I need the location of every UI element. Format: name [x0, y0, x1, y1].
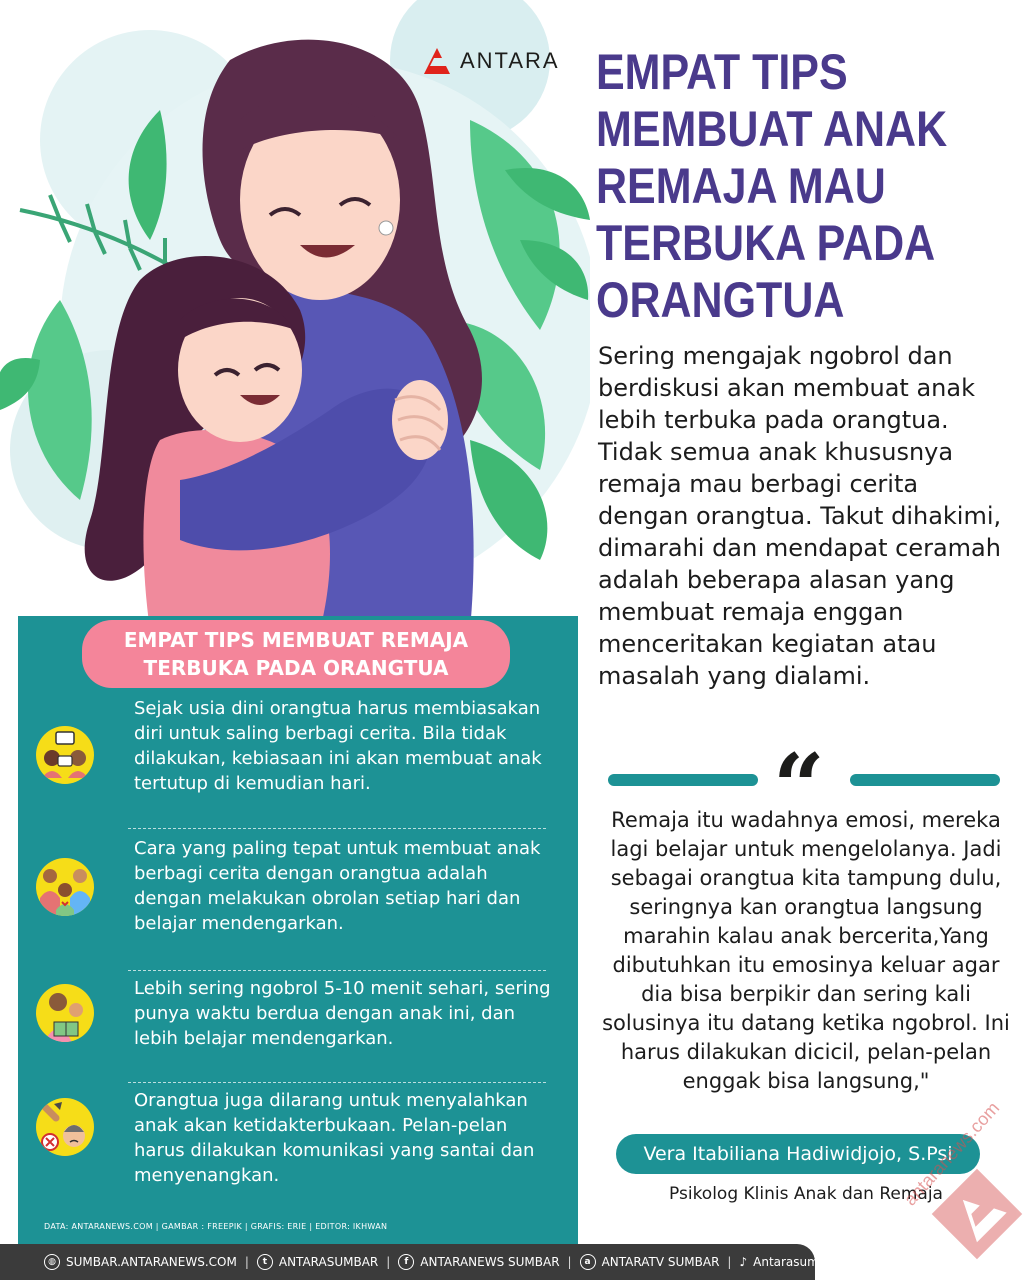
- globe-icon: ◍: [44, 1254, 60, 1270]
- social-footer: [0, 1244, 839, 1280]
- tips-title-line-1: EMPAT TIPS MEMBUAT REMAJA: [123, 628, 469, 652]
- antaratv-icon: a: [580, 1254, 596, 1270]
- speaker-name-badge: Vera Itabiliana Hadiwidjojo, S.Psi: [616, 1134, 980, 1174]
- quote-divider-left: [608, 774, 758, 786]
- no-blame-icon: [36, 1098, 94, 1156]
- footer-tiktok[interactable]: Antarasumbar: [753, 1255, 839, 1269]
- tip-text: Lebih sering ngobrol 5-10 menit sehari, sering punya waktu berdua dengan anak ini, dan lebih belajar mendengarkan.: [134, 978, 551, 1049]
- footer-separator: |: [727, 1255, 732, 1269]
- watermark-text: antaranews.com: [900, 1097, 1004, 1210]
- expert-quote: Remaja itu wadahnya emosi, mereka lagi belajar untuk mengelolanya. Jadi sebagai orangtua kita tampung dulu, seringnya kan orangtua langsung marahin kalau anak bercerita,Yang dibutuhkan itu emosinya keluar agar dia bisa berpikir dan sering kali solusinya itu datang ketika ngobrol. Ini harus dilakukan dicicil, pelan-pelan enggak bisa langsung,": [602, 808, 1010, 1093]
- quote-divider-right: [850, 774, 1000, 786]
- mother-daughter-hug-illustration: [0, 0, 590, 630]
- tips-panel-title: [82, 620, 510, 688]
- tips-panel: [18, 616, 578, 1244]
- footer-separator: |: [244, 1255, 249, 1269]
- tip-divider: [128, 1082, 546, 1083]
- antaranews-watermark-logo: [896, 1150, 1024, 1278]
- parent-child-reading-icon: [36, 984, 94, 1042]
- footer-twitter[interactable]: ANTARASUMBAR: [278, 1255, 379, 1269]
- brand-name: ANTARA: [460, 48, 560, 73]
- footer-separator: |: [567, 1255, 572, 1269]
- family-chat-icon: [36, 726, 94, 784]
- facebook-icon: f: [398, 1254, 414, 1270]
- tip-divider: [128, 828, 546, 829]
- antara-logo: [420, 44, 560, 78]
- footer-links: [44, 1244, 839, 1280]
- family-group-icon: [36, 858, 94, 916]
- tip-divider: [128, 970, 546, 971]
- antara-logo-mark-icon: [420, 44, 454, 78]
- page-title: EMPAT TIPS MEMBUAT ANAK REMAJA MAU TERBUKA PADA ORANGTUA: [596, 44, 948, 328]
- tiktok-icon: ♪: [739, 1255, 748, 1269]
- tip-text: Orangtua juga dilarang untuk menyalahkan anak akan ketidakterbukaan. Pelan-pelan harus dilakukan komunikasi yang santai dan menyenangkan.: [134, 1090, 535, 1186]
- tips-title-line-2: TERBUKA PADA ORANGTUA: [143, 656, 449, 680]
- credits-line: DATA: ANTARANEWS.COM | GAMBAR : FREEPIK | GRAFIS: ERIE | EDITOR: IKHWAN: [44, 1222, 388, 1231]
- footer-separator: |: [386, 1255, 391, 1269]
- tip-text: Sejak usia dini orangtua harus membiasakan diri untuk saling berbagi cerita. Bila tidak dilakukan, kebiasaan ini akan membuat anak tertutup di kemudian hari.: [134, 698, 542, 794]
- quote-mark-icon: “: [773, 734, 825, 840]
- speaker-role: Psikolog Klinis Anak dan Remaja: [669, 1184, 943, 1204]
- intro-paragraph: Sering mengajak ngobrol dan berdiskusi akan membuat anak lebih terbuka pada orangtua. Tidak semua anak khususnya remaja mau berbagi cerita dengan orangtua. Takut dihakimi, dimarahi dan mendapat ceramah adalah beberapa alasan yang membuat remaja enggan menceritakan kegiatan atau masalah yang dialami.: [598, 342, 1002, 690]
- footer-website[interactable]: SUMBAR.ANTARANEWS.COM: [66, 1255, 237, 1269]
- footer-facebook[interactable]: ANTARANEWS SUMBAR: [420, 1255, 560, 1269]
- footer-tv[interactable]: ANTARATV SUMBAR: [601, 1255, 720, 1269]
- twitter-icon: t: [257, 1254, 273, 1270]
- tip-text: Cara yang paling tepat untuk membuat anak berbagi cerita dengan orangtua adalah dengan melakukan obrolan setiap hari dan belajar mendengarkan.: [134, 838, 541, 934]
